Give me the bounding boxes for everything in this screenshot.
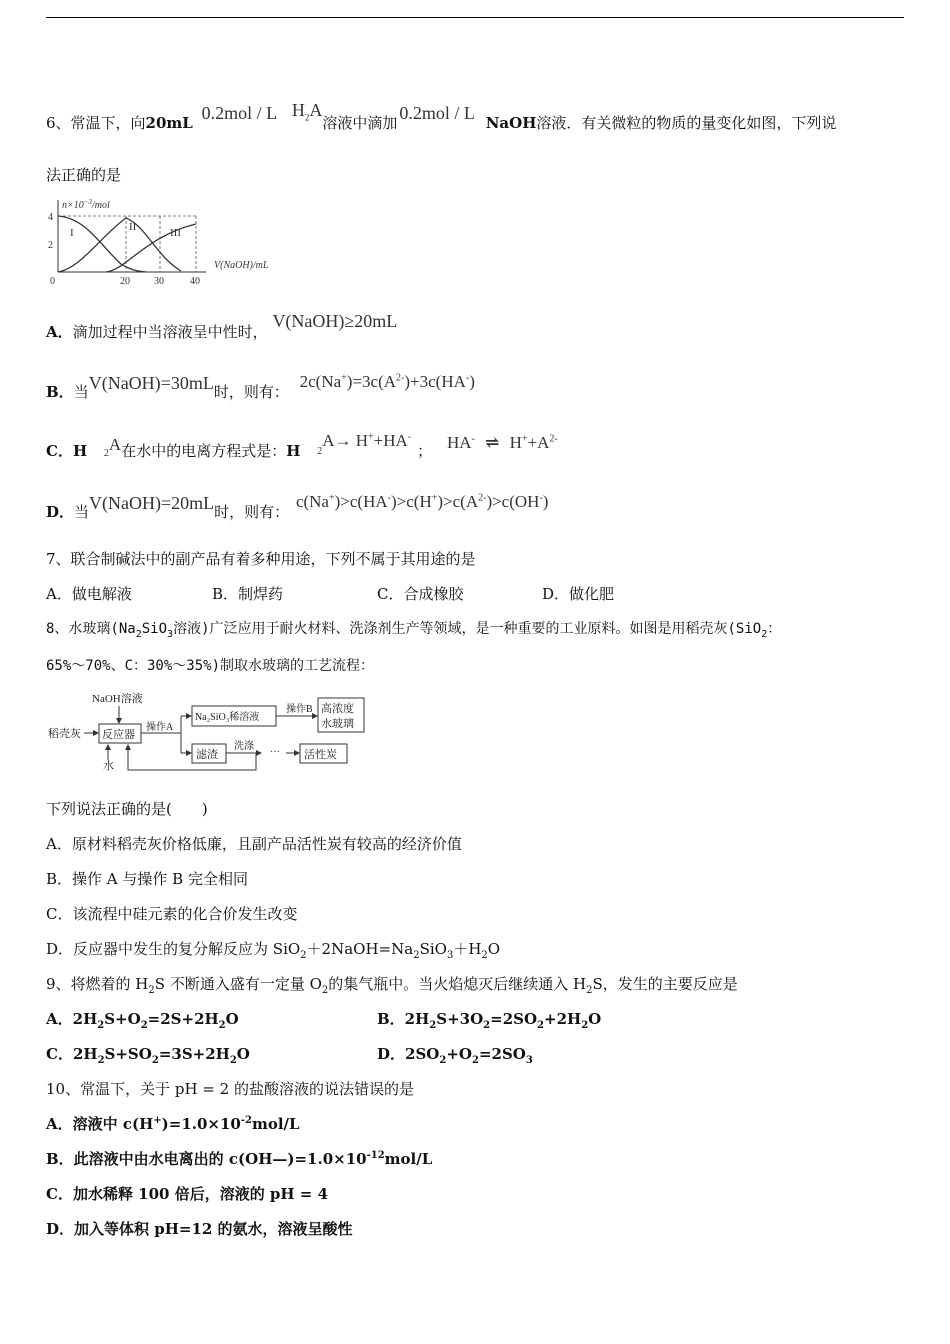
chart-ytick: 4 [48, 212, 53, 223]
q8-stem-line2: 65%～70%、C：30%～35%)制取水玻璃的工艺流程： [46, 658, 375, 674]
flow-dots: ··· [270, 747, 280, 758]
flow-residue: 滤渣 [196, 749, 218, 761]
flow-product-line2: 水玻璃 [321, 718, 354, 730]
q6-chart [46, 196, 291, 288]
q7-option-b: B．制焊药 [212, 585, 284, 603]
q6-b-math1: V(NaOH)=30mL [88, 373, 214, 393]
q7-stem: 7、联合制碱法中的副产品有着多种用途，下列不属于其用途的是 [46, 550, 476, 568]
q6-a-math: V(NaOH)≥20mL [272, 311, 398, 331]
q6-option-a: A．滴加过程中当溶液呈中性时， V(NaOH)≥20mL [46, 311, 398, 341]
flow-reactor: 反应器 [102, 729, 135, 741]
q6-acid: $H_2A$ [291, 100, 323, 123]
q6-volume: 20mL [145, 114, 193, 132]
q6-stem-part: 6、常温下，向 [46, 114, 146, 132]
flow-dilute: Na₂SiO₃稀溶液 [195, 712, 260, 723]
q6-stem-line2: 法正确的是 [46, 166, 122, 184]
q10-stem: 10、常温下，关于 pH = 2 的盐酸溶液的说法错误的是 [46, 1080, 414, 1098]
q10-option-c: C．加水稀释 100 倍后，溶液的 pH = 4 [46, 1185, 329, 1203]
q6-stem-line1 [46, 100, 837, 133]
q8-question: 下列说法正确的是( ) [46, 800, 208, 818]
q9-option-c: C．$2H_2S+SO_2=3S+2H_2O$ [46, 1045, 250, 1066]
flow-op-a: 操作A [146, 722, 174, 733]
q6-d-math1: V(NaOH)=20mL [89, 493, 215, 513]
q8-stem-line1: 8、水玻璃($Na_2SiO_3$溶液)广泛应用于耐火材料、洗涤剂生产等领域，是一种重要的工业原料。如图是用稻壳灰(SiO$_2$： [46, 621, 782, 640]
flow-water: 水 [103, 760, 114, 772]
q8-option-d: D．反应器中发生的复分解反应为 $SiO_2+2NaOH=Na_2SiO_3+H_2O$ [46, 940, 501, 961]
chart-xtick: 20 [120, 276, 130, 287]
q8-option-a: A．原材料稻壳灰价格低廉，且副产品活性炭有较高的经济价值 [46, 835, 462, 853]
chart-ylabel: $n\times 10^{-3}$/mol [62, 198, 110, 211]
q6-stem-part3: 溶液．有关微粒的物质的量变化如图，下列说 [536, 114, 837, 132]
q6-conc1: 0.2mol / L [201, 103, 278, 123]
flow-naoh: NaOH溶液 [92, 693, 143, 705]
chart-xlabel: V(NaOH)/mL [214, 260, 269, 271]
q6-option-b: B．当V(NaOH)=30mL时，则有： $2c(Na^+)=3c(A^{2-})+3c(HA^-)$ [46, 372, 475, 401]
q10-option-b: B．此溶液中由水电离出的 $c(OH—)=1.0\times 10^{-12}mol/L$ [46, 1150, 433, 1168]
q6-d-math2: $c(Na^+)>c(HA^-)>c(H^+)>c(A^{2-})>c(OH^-)$ [295, 492, 549, 511]
series-label-iii: III [170, 227, 181, 239]
chart-xtick: 40 [190, 276, 200, 287]
series-label-ii: II [129, 221, 137, 233]
flow-wash: 洗涤 [234, 741, 254, 752]
q6-c-eq2: HA- ⇌ $H^++A^{2-}$ [446, 433, 558, 452]
q9-option-a: A．$2H_2S+O_2=2S+2H_2O$ [46, 1010, 239, 1031]
flow-carbon: 活性炭 [304, 749, 337, 761]
chart-ytick: 2 [48, 240, 53, 251]
q6-b-math2: $2c(Na^+)=3c(A^{2-})+3c(HA^-)$ [299, 372, 475, 391]
q8-flowchart [46, 688, 376, 776]
q6-option-c: C．H $_2$A在水中的电离方程式是：H $_2$A→ H++HA-； HA- ⇌ $H^++A^{2-}$ [46, 431, 558, 460]
q9-option-b: B．$2H_2S+3O_2=2SO_2+2H_2O$ [377, 1010, 602, 1031]
q10-option-d: D．加入等体积 pH=12 的氨水，溶液呈酸性 [46, 1220, 353, 1238]
q10-option-a: A．溶液中 $c(H^+)=1.0\times 10^{-2}mol/L$ [46, 1115, 300, 1133]
flow-product-line1: 高浓度 [321, 703, 354, 715]
header-rule [46, 17, 904, 18]
q6-naoh: NaOH [485, 114, 537, 132]
q7-option-c: C．合成橡胶 [377, 585, 464, 603]
chart-xtick: 30 [154, 276, 164, 287]
q7-option-d: D．做化肥 [542, 585, 615, 603]
series-label-i: I [70, 227, 74, 239]
q8-option-c: C．该流程中硅元素的化合价发生改变 [46, 905, 298, 923]
q6-option-d: D．当V(NaOH)=20mL时，则有： $c(Na^+)>c(HA^-)>c(H^+)>c(A^{2-})>c(OH^-)$ [46, 492, 549, 521]
q8-option-b: B．操作 A 与操作 B 完全相同 [46, 870, 248, 888]
chart-origin: 0 [50, 276, 55, 287]
q9-option-d: D．$2SO_2+O_2=2SO_3$ [377, 1045, 533, 1066]
q7-option-a: A．做电解液 [46, 585, 132, 603]
q6-stem-part2: 溶液中滴加 [322, 114, 398, 132]
flow-op-b: 操作B [286, 704, 313, 715]
q6-conc2: 0.2mol / L [399, 103, 475, 123]
q6-c-eq1: $_2$A→ H++HA- [317, 431, 412, 457]
q9-stem: 9、将燃着的 $H_2S$ 不断通入盛有一定量 $O_2$的集气瓶中。当火焰熄灭后继续通入 $H_2S$，发生的主要反应是 [46, 975, 738, 996]
flow-rice-ash: 稻壳灰 [48, 728, 81, 740]
